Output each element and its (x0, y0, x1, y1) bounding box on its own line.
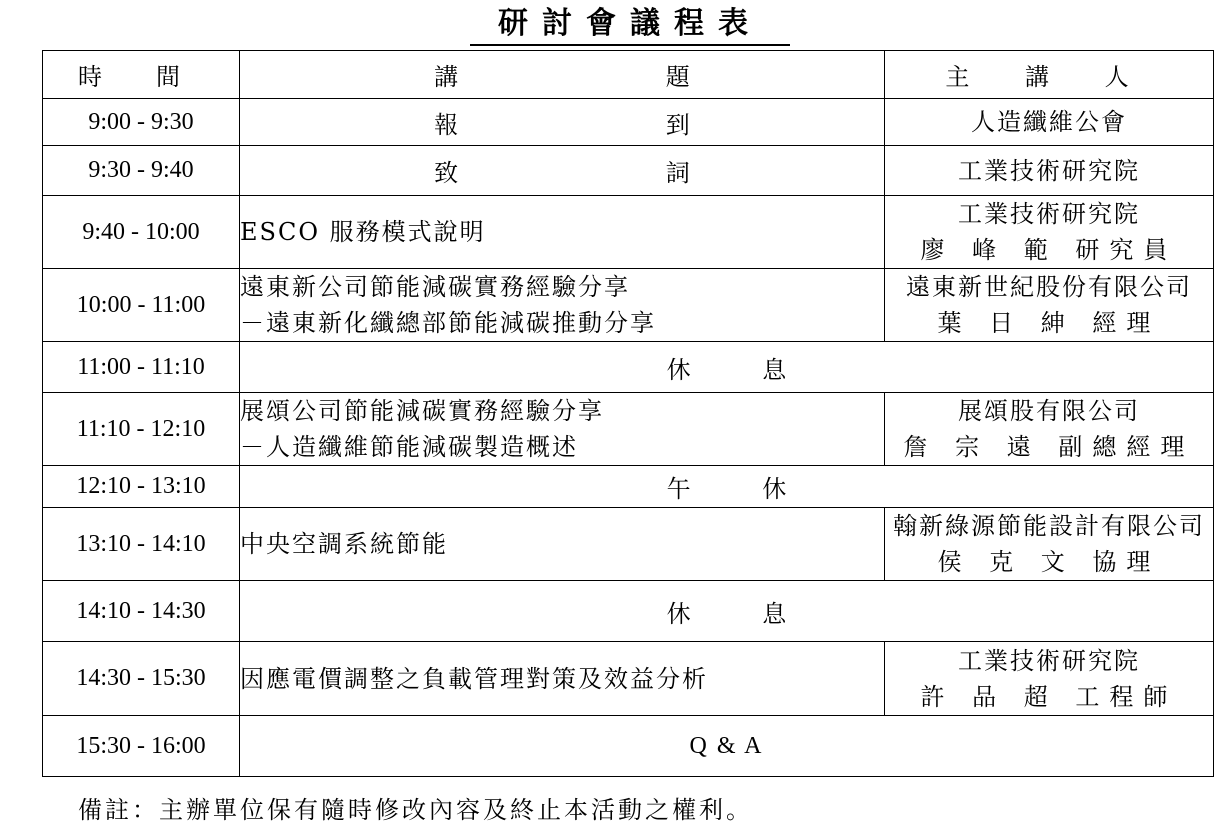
table-row-qa (43, 716, 1214, 777)
speaker-name: 詹 宗 遠 副總經理 (903, 433, 1195, 461)
header-speaker: 主 講 人 (885, 51, 1214, 99)
speaker-org: 工業技術研究院 (958, 200, 1140, 228)
table-row-break (43, 466, 1214, 508)
table-row (43, 99, 1214, 146)
table-row (43, 269, 1214, 342)
row-topic: 致 詞 (240, 146, 885, 196)
topic-line: 遠東新公司節能減碳實務經驗分享 (240, 273, 630, 301)
row-topic (240, 508, 885, 581)
row-time: 9:00 - 9:30 (43, 99, 240, 146)
row-time: 9:30 - 9:40 (43, 146, 240, 196)
row-time: 12:10 - 13:10 (43, 466, 240, 508)
speaker-org: 展頌股有限公司 (958, 397, 1140, 425)
topic-line: －遠東新化纖總部節能減碳推動分享 (240, 309, 656, 337)
row-topic (240, 642, 885, 716)
speaker-org: 工業技術研究院 (958, 156, 1140, 185)
table-row (43, 196, 1214, 269)
row-speaker (885, 269, 1214, 342)
topic-line: 因應電價調整之負載管理對策及效益分析 (240, 664, 708, 693)
row-speaker (885, 508, 1214, 581)
row-time: 10:00 - 11:00 (43, 269, 240, 342)
speaker-name: 廖 峰 範 研究員 (920, 236, 1178, 264)
row-break: 午 休 (240, 466, 1214, 508)
row-break: 休 息 (240, 581, 1214, 642)
topic-line: －人造纖維節能減碳製造概述 (240, 433, 578, 461)
row-topic (240, 393, 885, 466)
row-break: 休 息 (240, 342, 1214, 393)
row-speaker (885, 99, 1214, 146)
row-time: 14:10 - 14:30 (43, 581, 240, 642)
table-row-break (43, 581, 1214, 642)
table-row (43, 508, 1214, 581)
row-time: 9:40 - 10:00 (43, 196, 240, 269)
row-speaker (885, 146, 1214, 196)
table-row (43, 393, 1214, 466)
row-topic (240, 269, 885, 342)
table-row-break (43, 342, 1214, 393)
row-speaker (885, 393, 1214, 466)
table-row (43, 642, 1214, 716)
row-time: 14:30 - 15:30 (43, 642, 240, 716)
table-row (43, 146, 1214, 196)
speaker-name: 許 品 超 工程師 (920, 682, 1178, 711)
header-time: 時 間 (43, 51, 240, 99)
speaker-name: 葉 日 紳 經理 (937, 309, 1161, 337)
row-time: 15:30 - 16:00 (43, 716, 240, 777)
table-header-row (43, 51, 1214, 99)
row-time: 11:00 - 11:10 (43, 342, 240, 393)
title-underline (470, 44, 790, 46)
row-speaker (885, 642, 1214, 716)
speaker-org: 工業技術研究院 (958, 646, 1140, 675)
row-speaker (885, 196, 1214, 269)
header-topic: 講 題 (240, 51, 885, 99)
row-qa: Q & A (240, 716, 1214, 777)
speaker-org: 遠東新世紀股份有限公司 (906, 273, 1192, 301)
topic-line: 中央空調系統節能 (240, 530, 448, 558)
speaker-org: 人造纖維公會 (971, 108, 1127, 136)
speaker-name: 侯 克 文 協理 (937, 548, 1161, 576)
row-topic: 報 到 (240, 99, 885, 146)
row-topic (240, 196, 885, 269)
row-time: 13:10 - 14:10 (43, 508, 240, 581)
topic-line: ESCO 服務模式說明 (240, 218, 486, 246)
agenda-table (42, 50, 1214, 777)
page-title: 研討會議程表 (498, 6, 762, 41)
speaker-org: 翰新綠源節能設計有限公司 (893, 512, 1205, 540)
topic-line: 展頌公司節能減碳實務經驗分享 (240, 397, 604, 425)
footnote: 備註：主辦單位保有隨時修改內容及終止本活動之權利。 (78, 796, 753, 824)
row-time: 11:10 - 12:10 (43, 393, 240, 466)
